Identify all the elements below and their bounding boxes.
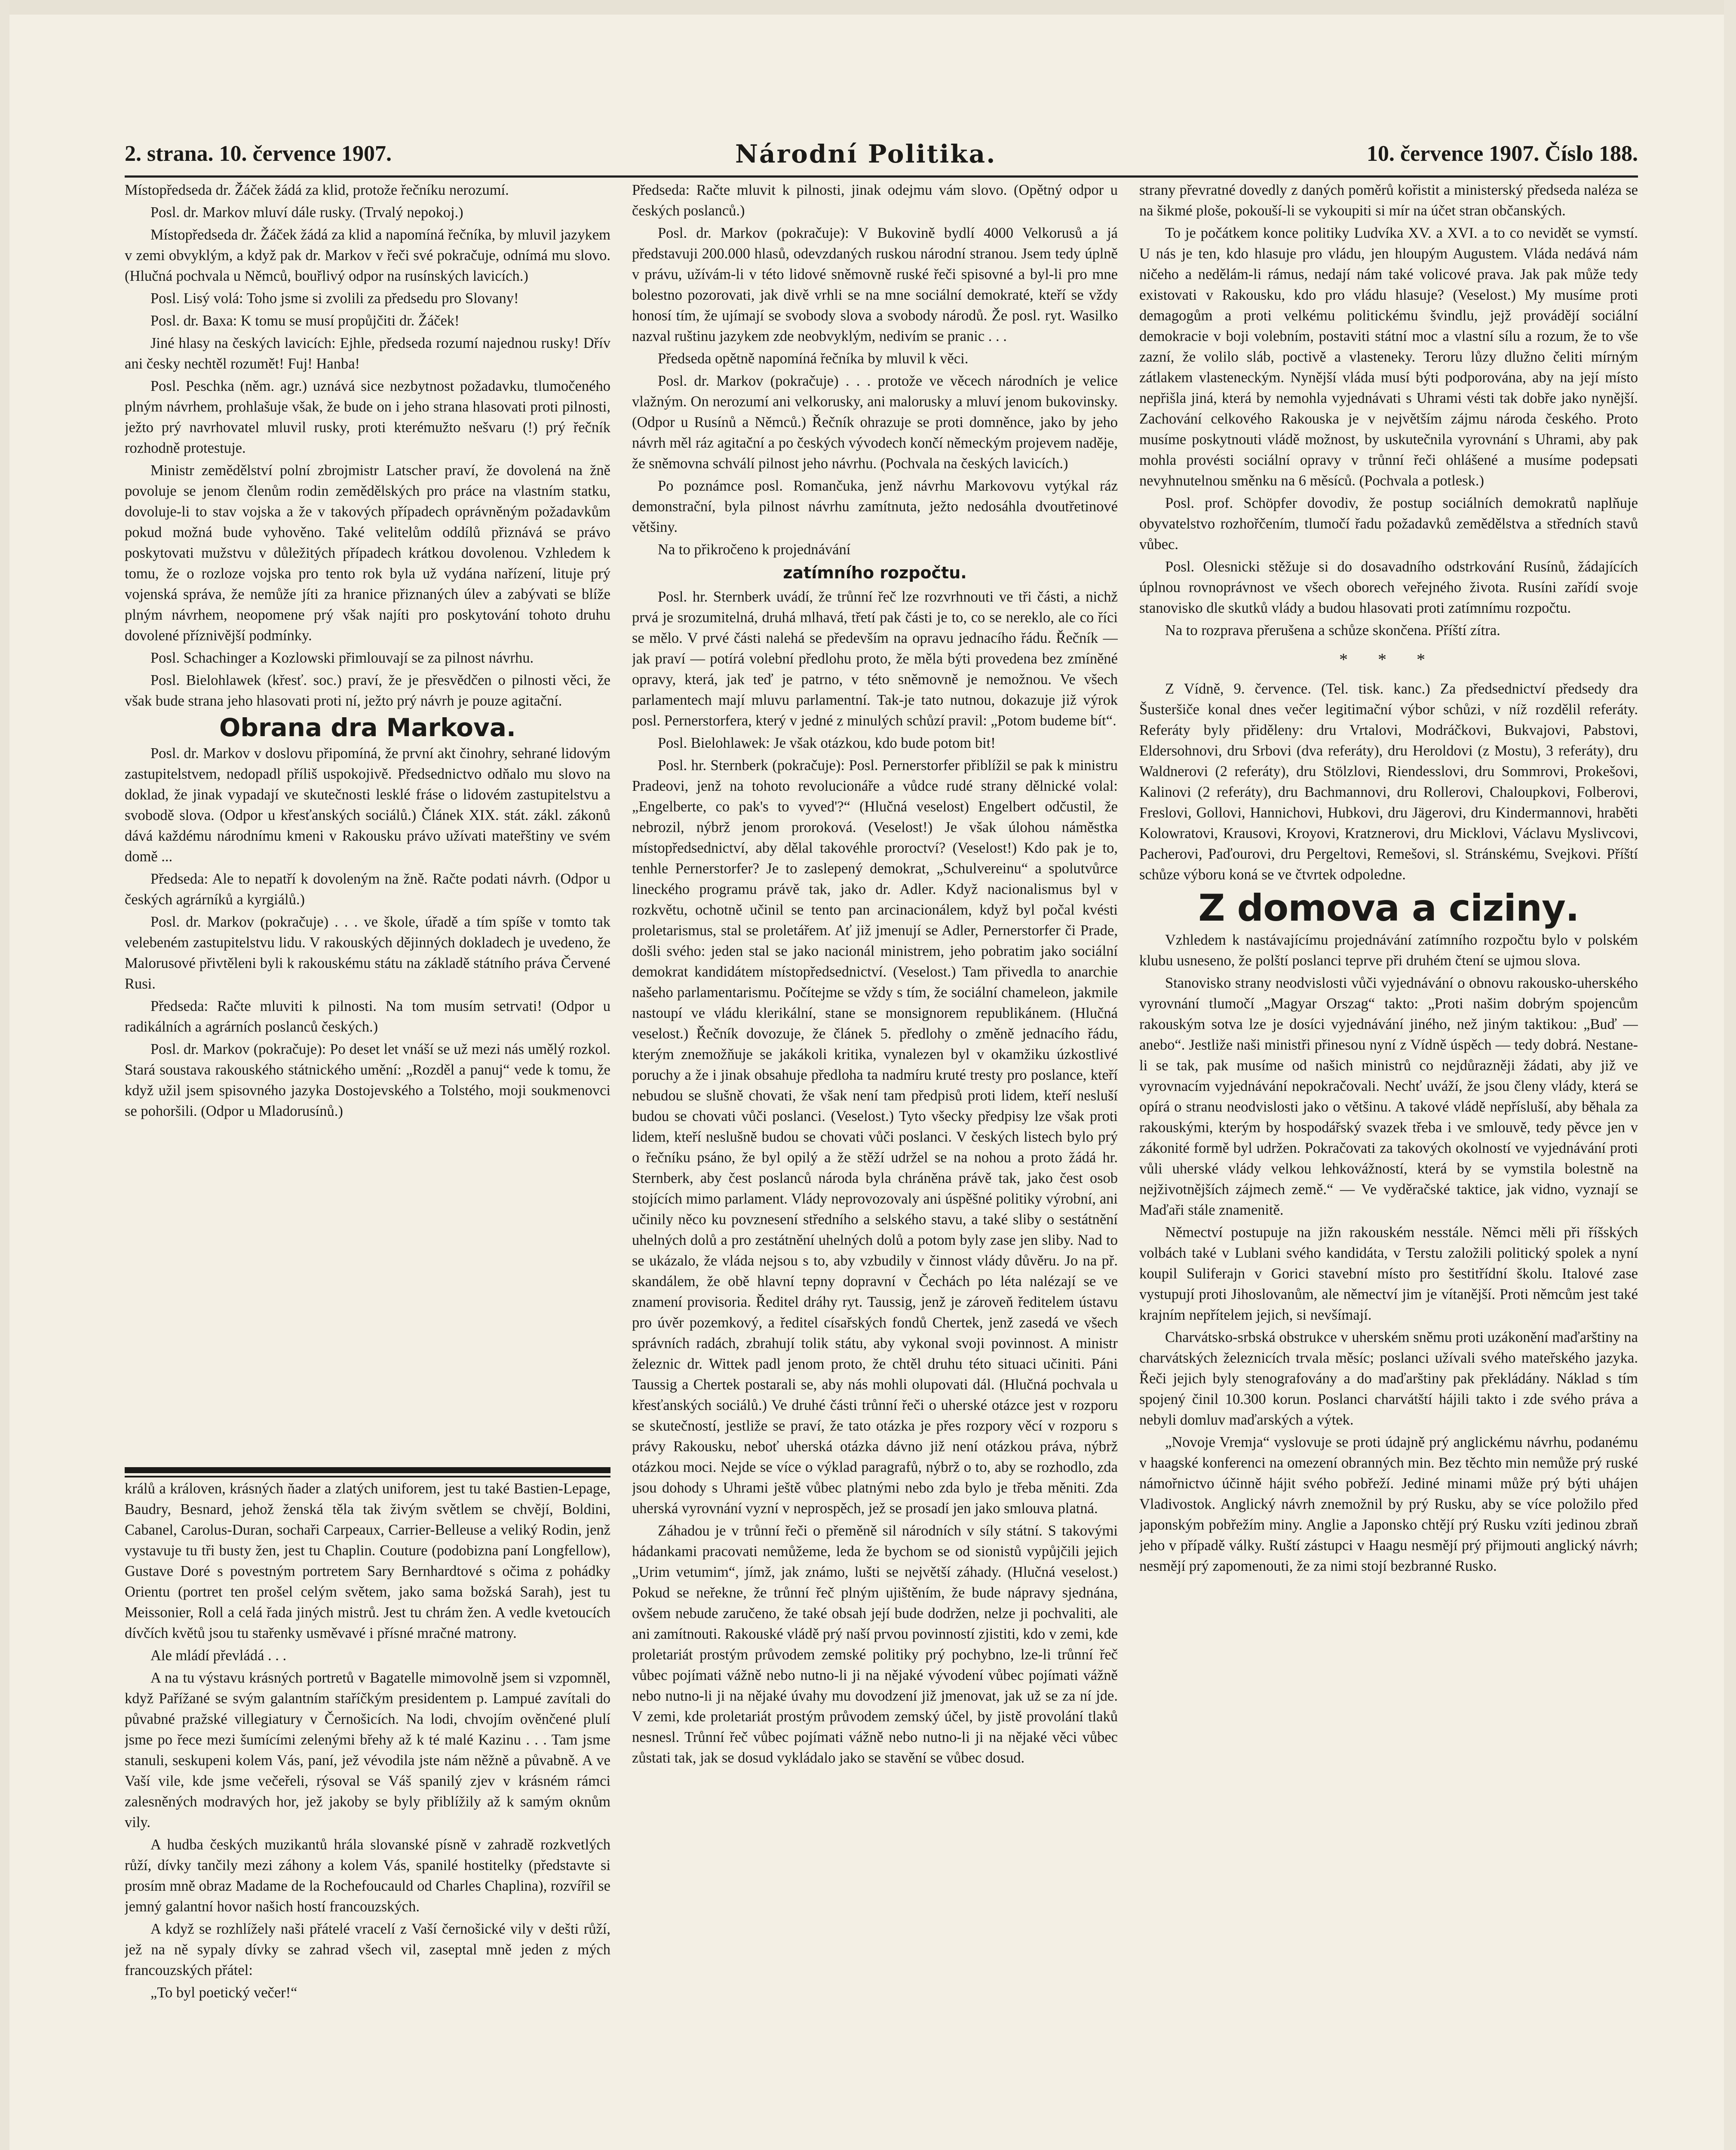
column-3 bbox=[1139, 180, 1638, 2150]
paragraph: Posl. dr. Markov (pokračuje) . . . ve škole, úřadě a tím spíše v tomto tak velebeném zastupitelstvu lidu. V rakouských dějinných dokladech je uvedeno, že Malorusové přivtěleni byli k rakouskému státu na základě státního práva Červené Rusi. bbox=[125, 914, 610, 992]
section-heading-obrana: Obrana dra Markova. bbox=[219, 713, 516, 742]
paragraph: Posl. dr. Markov v doslovu připomíná, že první akt činohry, sehrané lidovým zastupitelstvem, nedopadl příliš uspokojivě. Předsednictvo odňalo mu slovo na doklad, že jinak vypadají ve skutečnosti lesklé fráse o lidovém zastupitelstvu a svobodě slova. (Odpor u křesťanských sociálů.) Článek XIX. stát. zákl. zákonů dává každému národnímu kmeni v Rakousku právo užívati mateřštiny ve svém domě ... bbox=[125, 745, 610, 865]
paragraph: „Novoje Vremja“ vyslovuje se proti údajně prý anglickému návrhu, podanému v haagské konferenci na omezení obranných min. Bez těchto min nemůže prý ruské námořnictvo účinně hájit svého pobřeží. Jediné minami může prý býti uhájen Vladivostok. Anglický návrh znemožnil by prý Rusku, aby se více položilo před japonským pobřežím miny. Anglie a Japonsko chtějí prý Rusku vzíti jedinou zbraň jeho v případě války. Ruští zástupci v Haagu nesmějí prý přijmouti anglický návrh; nesmějí prý zapomenouti, že za nimi stojí bezbranné Rusko. bbox=[1139, 1434, 1638, 1574]
column-1 bbox=[125, 180, 610, 2150]
paragraph: Z Vídně, 9. července. (Tel. tisk. kanc.) Za předsednictví předsedy dra Šusteršiče konal dnes večer legitimační výbor schůzi, v níž rozdělil referáty. Referáty byly přiděleny: dru Vrtalovi, Modráčkovi, Bukvajovi, Pabstovi, Eldersohnovi, dru Srbovi (dva referáty), dru Heroldovi (z Mostu), 3 referáty), dru Waldnerovi (2 referáty), dru Stölzlovi, Riendesslovi, dru Sommrovi, Prokešovi, Kalinovi (2 referáty), dru Bachmannovi, dru Rollerovi, Chaloupkovi, Folberovi, Freslovi, Gollovi, Hannichovi, Hubkovi, dru Jägerovi, dru Kindermannovi, hraběti Kolowratovi, Krausovi, Kroyovi, Kratznerovi, dru Micklovi, Václavu Myslivcovi, Pacherovi, Paďourovi, dru Pergeltovi, Remešovi, sl. Stránskému, Svejkovi. Příští schůze výboru koná se ve čtvrtek odpoledne. bbox=[1139, 681, 1638, 883]
section-heading-z-domova: Z domova a cizinу. bbox=[1198, 887, 1579, 930]
paragraph: Posl. Schachinger a Kozlowski přimlouvají se za pilnost návrhu. bbox=[150, 650, 534, 666]
paragraph: A na tu výstavu krásných portretů v Bagatelle mimovolně jsem si vzpomněl, když Pařížané se svým galantním staříčkým presidentem p. Lampué zavítali do půvabné pražské villegiatury v Černošicích. Na lodi, chvojím ověnčené plulí jsme po řece mezi šumícími zelenými břehy až k té malé Kazinu . . . Tam jsme stanuli, seskupeni kolem Vás, paní, jež vévodila jste nám něžně a půvabně. A ve Vaší vile, kde jsme večeřeli, rýsoval se Váš spanilý zjev v krásném rámci zalesněných modravých hor, jež jakoby se byly přiblížily až k samým oknům vily. bbox=[125, 1670, 610, 1831]
paragraph: Posl. dr. Baxa: K tomu se musí propůjčiti dr. Žáček! bbox=[150, 313, 460, 329]
paragraph: Po poznámce posl. Romančuka, jenž návrhu Markovovu vytýkal ráz demonstrační, byla pilnost návrhu zamítnuta, ježto nedosáhla dvoutřetinové většiny. bbox=[632, 478, 1118, 535]
paragraph: Posl. Peschka (něm. agr.) uznává sice nezbytnost požadavku, tlumočeného plným návrhem, prohlašuje však, že bude on i jeho strana hlasovati proti pilnosti, ježto prý navrhovatel mluvil rusky, proti kterémužto nešvaru (!) prý řečník rozhodně protestuje. bbox=[125, 378, 610, 456]
section-separator-stars: * * * bbox=[1339, 650, 1438, 669]
paragraph: Posl. Olesnicki stěžuje si do dosavadního odstrkování Rusínů, žádajících úplnou rovnoprávnost ve všech oborech veřejného života. Rusíni zařídí svoje stanovisko dle skutků vlády a budou hlasovati proti zatímnímu rozpočtu. bbox=[1139, 559, 1638, 616]
paragraph: Na to rozprava přerušena a schůze skončena. Příští zítra. bbox=[1165, 622, 1500, 639]
paragraph: A hudba českých muzikantů hrála slovanské písně v zahradě rozkvetlých růží, dívky tančily mezi záhony a kolem Vás, spanilé hostitelky (představte si prosím mně obraz Madame de la Rochefoucauld od Charles Chaplina), rozvířil se jemný galantní hovor našich hostí francouzských. bbox=[125, 1837, 610, 1915]
header-left: 2. strana. 10. července 1907. bbox=[125, 141, 392, 166]
paragraph: Předseda: Ale to nepatří k dovoleným na žně. Račte podati návrh. (Odpor u českých agrárníků a kyrgiálů.) bbox=[125, 871, 610, 908]
paragraph: Záhadou je v trůnní řeči o přeměně sil národních v síly státní. S takovými hádankami pracovati nemůžeme, leda že bychom se od sionistů vypůjčili jejich „Urim vetumim“, jímž, jak známo, lušti se největší záhady. (Hlučná veselost.) Pokud se neřekne, že trůnní řeč plným ujištěním, že bude nápravy sjednána, ovšem nebude zaručeno, že také obsah její bude dodržen, nelze ji pochvaliti, ale ani zamítnouti. Rakouské vládě prý naší prvou povinností zjistiti, kdo v zemi, kde proletariát prostým průvodem zemské politiky prý pochybno, lze-li trůnní řeč vůbec pojímati vážně nebo nutno-li ji na nějaké vývodení vůbec pojímati vážně nebo nutno-li ji na nějaké úvahy mu dovodzení již jmenovat, jak už se za ní jde. V zemi, kde proletariát prostým průvodem zemský účel, by jistě provolání tlaků nesnesl. Trůnní řeč vůbec pojímati vážně nebo nutno-li ji na nějaké věci vůbec zůstati tak, jak se dosud vykládalo jako se stavění se vůbec dosud. bbox=[632, 1523, 1118, 1766]
paragraph: Místopředseda dr. Žáček žádá za klid a napomíná řečníka, by mluvil jazykem v zemi obvyklým, a když pak dr. Markov v řeči své pokračuje, odnímá mu slovo. (Hlučná pochvala u Němců, bouřlivý odpor na rusínských lavicích.) bbox=[125, 227, 610, 284]
paragraph: Posl. dr. Markov (pokračuje): V Bukovině bydlí 4000 Velkorusů a já představuji 200.000 hlasů, odevzdaných ruskou národní stranou. Jsem tedy úplně v právu, užívám-li v této lidové sněmovně ruské řeči spisovné a byl-li pro mne bolestno pozorovati, jak divě vrhli se na mne sociální demokraté, kteří se vždy honosí tím, že ujímají se svobody slova a svobody národů. Že posl. ryt. Wasilko nazval ruštinu jazykem zde neobvyklým, nedivím se pranic . . . bbox=[632, 225, 1118, 344]
masthead-title: Národní Politika. bbox=[735, 139, 997, 169]
paragraph: Na to přikročeno k projednávání bbox=[658, 541, 851, 558]
scan-edge-top bbox=[0, 0, 1736, 15]
paragraph: „To byl poetický večer!“ bbox=[150, 1984, 298, 2001]
paragraph: A když se rozhlížely naši přátelé vracelí z Vaší černošické vily v dešti růží, jež na ně sypaly dívky se zahrad všech vil, zaseptal mně jeden z mých francouzských přátel: bbox=[125, 1921, 610, 1978]
paragraph: Ale mládí převládá . . . bbox=[150, 1647, 287, 1664]
paragraph: Předseda opětně napomíná řečníka by mluvil k věci. bbox=[658, 350, 969, 367]
column-1-parliament-report bbox=[125, 180, 610, 1461]
page-header bbox=[125, 137, 1638, 178]
paragraph: Posl. dr. Markov (pokračuje) . . . protože ve věcech národních je velice vlažným. On nerozumí ani velkorusky, ani malorusky a mluví jenom bukovinsky. (Odpor u Rusínů a Němců.) Řečník ohrazuje se proti domněnce, jako by jeho návrh měl ráz agitační a po českých vývodech končí německým projevem naděje, že sněmovna schválí pilnost jeho návrhu. (Pochvala na českých lavicích.) bbox=[632, 373, 1118, 472]
scan-edge-left bbox=[0, 0, 9, 2150]
paragraph: králů a královen, krásných ňader a zlatých uniforem, jest tu také Bastien-Lepage, Baudry, Besnard, jehož ženská těla tak živým světlem se chvějí, Boldini, Cabanel, Carolus-Duran, sochaři Carpeaux, Carrier-Belleuse a veliký Rodin, jenž vystavuje tu tři busty žen, jest tu Chaplin. Couture (podobizna paní Longfellow), Gustave Doré s povestným portretem Sary Bernhardtové s očima z pohádky Orientu (portret ten prošel celým světem, jako sama božská Sarah), jest tu Meissonier, Roll a celá řada jiných mistrů. Jest tu chrám žen. A vedle kvetoucích dívčích květů jsou tu stařenky usměvavé i přísné mračné matrony. bbox=[125, 1480, 610, 1641]
paragraph: Předseda: Račte mluvit k pilnosti, jinak odejmu vám slovo. (Opětný odpor u českých poslanců.) bbox=[632, 182, 1118, 219]
paragraph: Posl. dr. Markov (pokračuje): Po deset let vnáší se už mezi nás umělý rozkol. Stará soustava rakouského státnického umění: „Rozděl a panuj“ vede k tomu, že když užil jsem spisovného jazyka Dostojevského a Tolstého, moji soukmenovci se pohoršili. (Odpor u Mladorusínů.) bbox=[125, 1041, 610, 1119]
column-2 bbox=[632, 180, 1118, 2150]
paragraph: Posl. hr. Sternberk uvádí, že trůnní řeč lze rozvrhnouti ve tři části, a nichž prvá je srozumitelná, druhá mlhavá, třetí pak části je to, co se nereklo, ale co říci se mělo. V prvé části nalehá se především na opravu jednacího řádu. Řečník — jak praví — potírá volební předlohu proto, že měla býti provedena bez zmíněné opravy, která, jak teď je patrno, v této sněmovně je nemožnou. Ve všech parlamentech mají mluvu parlamentní. Tak-je tato nutnou, dokazuje již výrok posl. Pernerstorfera, který v jedné z minulých schůzí pravil: „Potom budeme bít“. bbox=[632, 589, 1118, 729]
paragraph: Posl. Bielohlawek (křesť. soc.) praví, že je přesvědčen o pilnosti věci, že však bude strana jeho hlasovati proti ní, ježto prý návrh je pouze agitační. bbox=[125, 672, 610, 709]
paragraph: To je počátkem konce politiky Ludvíka XV. a XVI. a to co nevidět se vymstí. U nás je ten, kdo hlasuje pro vládu, jen hloupým Augustem. Vláda nedává nám ničeho a nedělám-li rámus, nedají nám také volicové prava. Jak pak může tedy existovati v Rakousku, kdo pro vládu hlasuje? (Veselost.) My musíme proti demagogům a proti velkému politickému švindlu, jejž provádějí sociální demokracie v boji volebním, postaviti státní moc a vlastní sílu a rozum, že to vše zazní, že volilo sláb, poctivě a vlasteneky. Teroru lůzy dlužno čeliti mírným zátlakem vlasteneckým. Nynější vláda musí býti podporována, aby na její místo nepřišla jiná, která by nemohla vyjednávati s Uhrami vésti tak dobře jako nynější. Zachování celkového Rakouska je v největším zájmu národa českého. Proto musíme poskytnouti vládě možnost, by uskutečnila vyrovnání s Uhrami, aby pak mohla provésti sociální opravy v trůnní řeči ohlášené a musíme podepsati nevyhnutelnou směnku na 6 měsíců. (Pochvala a potlesk.) bbox=[1139, 225, 1638, 489]
scan-edge-right bbox=[1724, 0, 1736, 2150]
paragraph: Místopředseda dr. Žáček žádá za klid, protože řečníku nerozumí. bbox=[125, 182, 509, 198]
paragraph: Charvátsko-srbská obstrukce v uherském sněmu proti uzákonění maďarštiny na charvátských železnicích trvala měsíc; poslanci užívali svého mateřského jazyka. Řeči jejich byly stenografovány a do maďarštiny pak překládány. Náklad s tím spojený činil 10.300 korun. Poslanci charvátští hájili takto i zde svého práva a nebyli domluv maďarských a výtek. bbox=[1139, 1329, 1638, 1428]
paragraph: Posl. hr. Sternberk (pokračuje): Posl. Pernerstorfer přiblížil se pak k ministru Pradeovi, jenž na tohoto revolucionáře a vůdce rudé strany dělnické volal: „Engelberte, co pak's to vyved'?“ (Hlučná veselost) Engelbert odčustil, že nebrozil, nýbrž jenom proroková. (Veselost!) Je však úlohou náměstka místopředsednictví, aby dělal takovéhle proroctví? (Veselost!) Kdo pak je to, tenhle Pernerstorfer? Je to zaslepený demokrat, „Schulvereinu“ a spolutvůrce lineckého programu právě tak, jako dr. Adler. Když nacionalismus byl v rozkvětu, ochotně učinil se tento pan arcinacionálem, když byl počal kvésti proletarismus, stal se proletářem. Ať již jmenují se Adler, Pernerstorfer či Prade, došli svého: jeden stal se jako nacionál ministrem, jeho pobratim jako sociální demokrat kandidátem místopředsednictví. (Veselost.) Tam přivedla to anarchie našeho parlamentarismu. Počítejme se vždy s tím, že sociální chameleon, jakmile nastoupí ve vládu klerikální, stane se monsignorem republikánem. (Hlučná veselost.) Řečník dovozuje, že článek 5. předlohy o změně jednacího řádu, kterým znemožňuje se jakákoli kritika, vynalezen byl v okamžiku úzkostlivé poruchy a že i jinak obsahuje předloha ta nadmíru kruté tresty pro poslance, kteří nebudou se slušně chovati, že však není tam předpisů proti lidem, kteří nesluší budou se chovati vůči poslanci. (Veselost.) Tyto všecky předpisy lze však proti lidem, kteří neslušně budou se chovati vůči poslanci. V českých listech bylo prý o řečníku psáno, že byl opilý a že stěží udržel se na nohou a proto žádá hr. Sternberk, aby čest poslanců národa byla chráněna právě tak, jako čest osob stojících mimo parlament. Vlády neprovozovaly ani úspěšné politiky výrobní, ani učinily něco ku povznesení středního a selského stavu, a také sliby o sestátnění uhelných dolů a pro zestátnění uhelných dolů a potom byly zase jen sliby. Nad to se ukázalo, že vláda nejsou s to, aby vzbudily v činnost vlády důvěru. Jo na př. skandálem, že obě hlavní tepny dopravní v Čechách po léta nalézají se ve znamení provisoria. Ředitel dráhy ryt. Taussig, jenž je zároveň ředitelem ústavu pro úvěr pozemkový, a ředitel císařských fondů Chertek, jenž zasedá ve všech správních radách, zbrahují tolik státu, aby vykonal svoji povinnost. A ministr železnic dr. Wittek padl jenom proto, že chtěl druhu této situaci učiniti. Páni Taussig a Chertek postarali se, aby nás mohli olupovati dál. (Hlučná pochvala u křesťanských sociálů.) Ve druhé části trůnní řeči o uherské otázce jest v rozporu se skutečností, jestliže se praví, že tato otázka je přes rozpory věcí v rozporu s právy Rakousku, neboť uherská otázka dávno již není otázkou práva, nýbrž otázkou moci. Nejde se více o výklad paragrafů, nýbrž o to, aby se rozhodlo, zda jsou dohody s Uhrami ještě vůbec platnými nebo zda bylo je třeba měniti. Zda uherská vyrovnání vyzní v neprospěch, jež se prosadí jen jako smlouva platná. bbox=[632, 757, 1118, 1517]
paragraph: Stanovisko strany neodvislosti vůči vyjednávání o obnovu rakousko-uherského vyrovnání tlumočí „Magyar Orszag“ takto: „Proti našim dobrým spojencům rakouským sotva lze je dosíci vyjednávání jiného, než jiným taktikou: „Buď — anebo“. Jestliže naši ministři přinesou nyní z Vídně úspěch — tedy dobrá. Nestane-li se tak, pak musíme od našich ministrů co nejdůrazněji žádati, aby již ve vyrovnacím vyjednávání nepokračovali. Nechť uváží, že jsou členy vlády, která se opírá o stranu neodvislosti jako o většinu. A takové vládě nepřísluší, aby běhala za rakouskými, kterým by hospodářský svazek třeba i ve smlouvě, tedy pěvce jen v zákonité formě byl udržen. Pokračovati za takových okolností ve vyjednávání proti vůli uherské vlády velkou lehkovážností, která by se vymstila bolestně na nejživotnějších zájmech země.“ — Ve vyděračské taktice, jak vidno, vyznají se Maďaři stále znamenitě. bbox=[1139, 975, 1638, 1218]
feuilleton-divider bbox=[125, 1467, 610, 1473]
subheading-zatimni-rozpocet: zatímního rozpočtu. bbox=[783, 563, 967, 582]
paragraph: Předseda: Račte mluviti k pilnosti. Na tom musím setrvati! (Odpor u radikálních a agrárních poslanců českých.) bbox=[125, 998, 610, 1035]
paragraph: Vzhledem k nastávajícímu projednávání zatímního rozpočtu bylo v polském klubu usneseno, že polští poslanci teprve při druhém čtení se ujmou slova. bbox=[1139, 932, 1638, 969]
paragraph: Němectví postupuje na jižn rakouském nesstále. Němci měli při říšských volbách také v Lublani svého kandidáta, v Terstu založili politický spolek a nyní koupil Suliferajn v Gorici stavební místo pro šestitřídní školu. Italové zase vystupují proti Jihoslovanům, ale němectví jim je vítanější. Proti němcům jest také krajním nepřítelem jejich, si nevšímají. bbox=[1139, 1224, 1638, 1323]
header-right: 10. července 1907. Číslo 188. bbox=[1366, 141, 1638, 166]
paragraph: Posl. dr. Markov mluví dále rusky. (Trvalý nepokoj.) bbox=[150, 204, 463, 221]
paragraph: Posl. Bielohlawek: Je však otázkou, kdo bude potom bit! bbox=[658, 735, 996, 751]
column-1-feuilleton bbox=[125, 1478, 610, 2150]
paragraph: strany převratné dovedly z daných poměrů kořistit a ministerský předseda naléza se na šikmé ploše, pokouší-li se vykoupiti si mír na účet stran občanských. bbox=[1139, 182, 1638, 219]
paragraph: Posl. Lisý volá: Toho jsme si zvolili za předsedu pro Slovany! bbox=[150, 290, 519, 307]
paragraph: Posl. prof. Schöpfer dovodiv, že postup sociálních demokratů naplňuje obyvatelstvo rozhořčením, tlumočí řadu požadavků zemědělstva a středních stavů vůbec. bbox=[1139, 495, 1638, 553]
paragraph: Jiné hlasy na českých lavicích: Ejhle, předseda rozumí najednou rusky! Dřív ani česky nechtěl rozumět! Fuj! Hanba! bbox=[125, 335, 610, 372]
paragraph: Ministr zemědělství polní zbrojmistr Latscher praví, že dovolená na žně povoluje se jenom členům rodin zemědělských pro práce na vlastním statku, dovoluje-li to stav vojska a že v takových případech oprávněným požadavkům pokud možná bude vyhověno. Také velitelům oddílů přiznává se právo poskytovati mužstvu v důležitých případech krátkou dovolenou. Vzhledem k tomu, že o rozloze vojska pro tento rok byla už vydána nařízení, lituje prý vojenská správa, že nemůže jíti za hranice přiznaných úlev a zabývati se blíže plným návrhem, neopomene prý však najíti pro poskytování tohoto druhu dovolené příznivější podmínky. bbox=[125, 462, 610, 644]
